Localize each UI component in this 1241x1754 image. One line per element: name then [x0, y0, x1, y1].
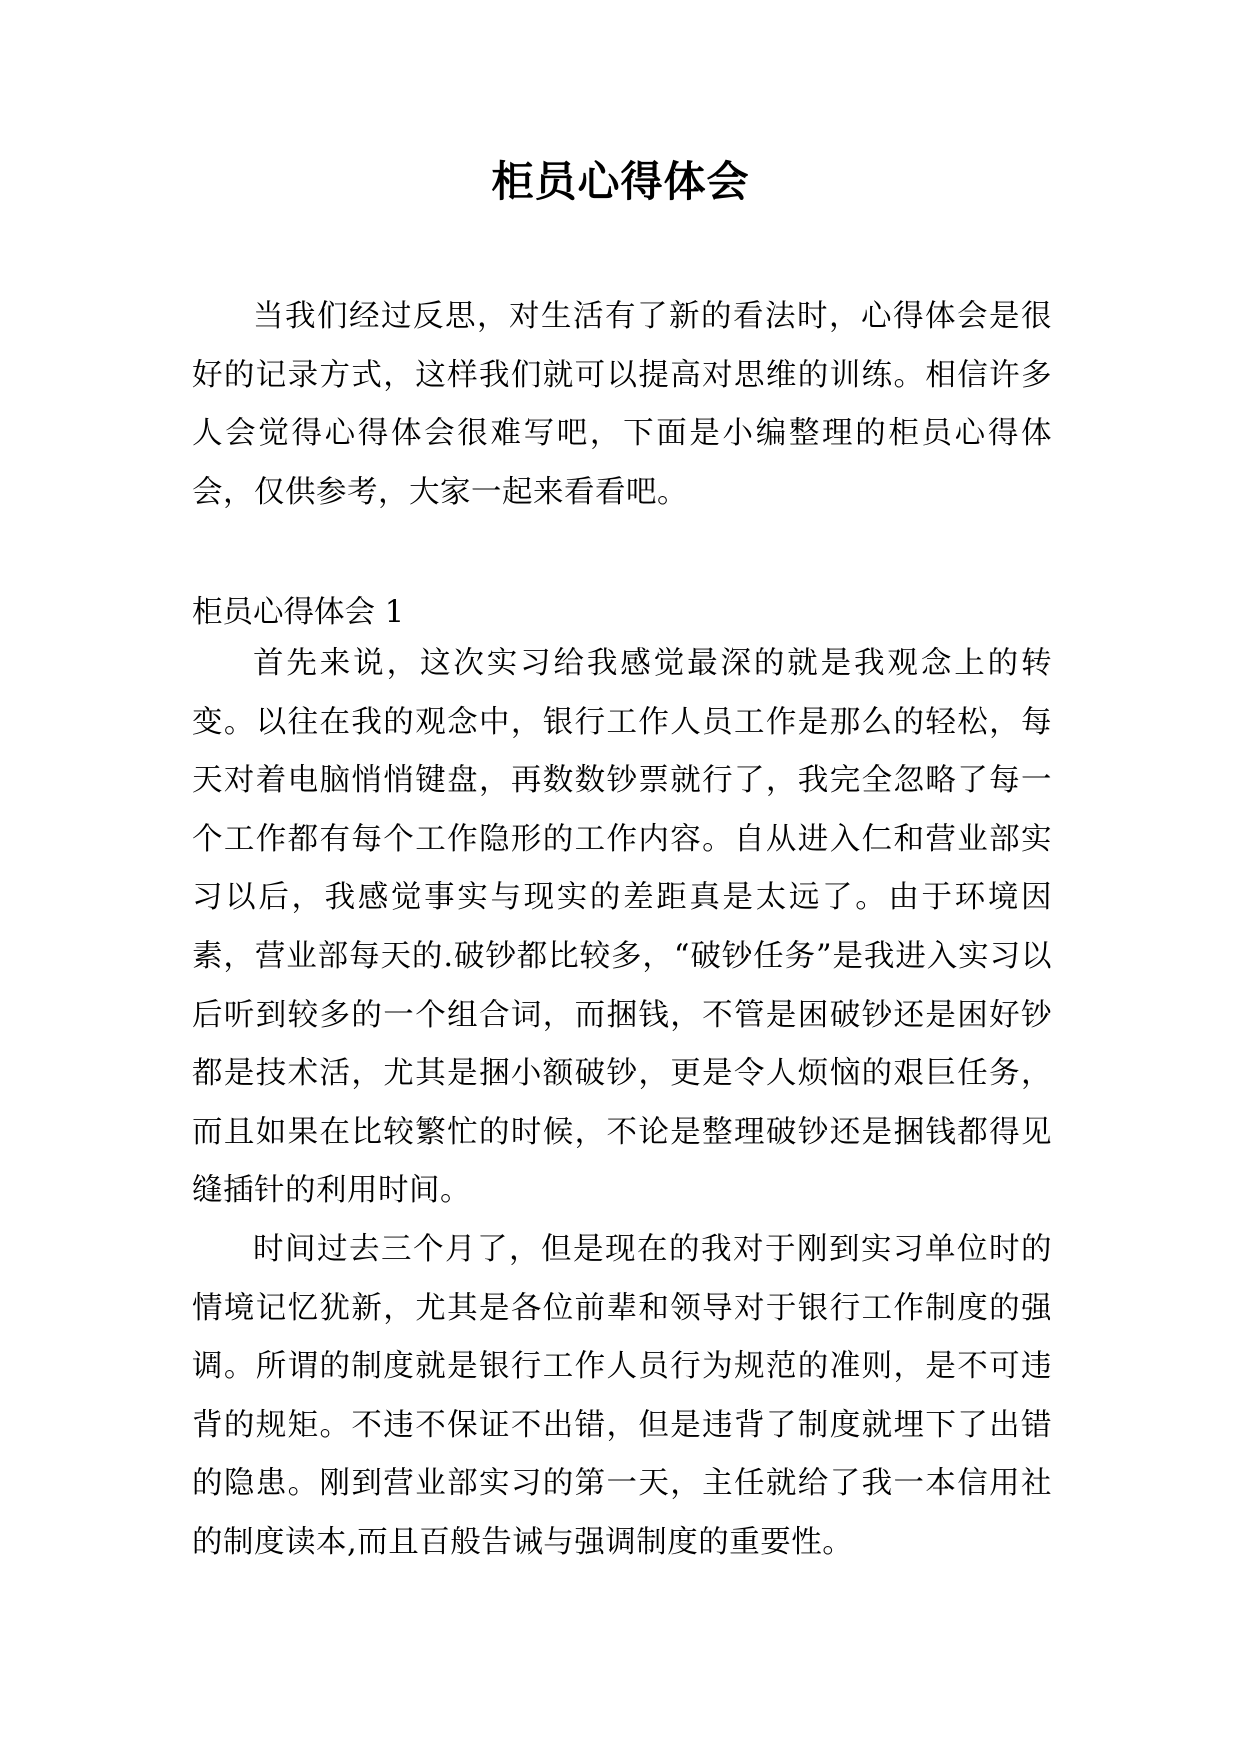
intro-block: [192, 288, 1052, 522]
section-paragraph-2: 时间过去三个月了，但是现在的我对于刚到实习单位时的情境记忆犹新，尤其是各位前辈和领导对于银行工作制度的强调。所谓的制度就是银行工作人员行为规范的准则，是不可违背的规矩。不违不保证不出错，但是违背了制度就埋下了出错的隐患。刚到营业部实习的第一天，主任就给了我一本信用社的制度读本,而且百般告诫与强调制度的重要性。: [192, 1231, 1052, 1560]
section-heading: 柜员心得体会 1: [192, 595, 405, 630]
document-title: 柜员心得体会: [491, 157, 750, 206]
intro-paragraph: 当我们经过反思，对生活有了新的看法时，心得体会是很好的记录方式，这样我们就可以提高对思维的训练。相信许多人会觉得心得体会很难写吧，下面是小编整理的柜员心得体会，仅供参考，大家一起来看看吧。: [192, 299, 1052, 510]
section-body: [192, 635, 1052, 1573]
section-paragraph-1: 首先来说，这次实习给我感觉最深的就是我观念上的转变。以往在我的观念中，银行工作人员工作是那么的轻松，每天对着电脑悄悄键盘，再数数钞票就行了，我完全忽略了每一个工作都有每个工作隐形的工作内容。自从进入仁和营业部实习以后，我感觉事实与现实的差距真是太远了。由于环境因素，营业部每天的.破钞都比较多，“破钞任务”是我进入实习以后听到较多的一个组合词，而捆钱，不管是困破钞还是困好钞都是技术活，尤其是捆小额破钞，更是令人烦恼的艰巨任务，而且如果在比较繁忙的时候，不论是整理破钞还是捆钱都得见缝插针的利用时间。: [192, 646, 1052, 1209]
